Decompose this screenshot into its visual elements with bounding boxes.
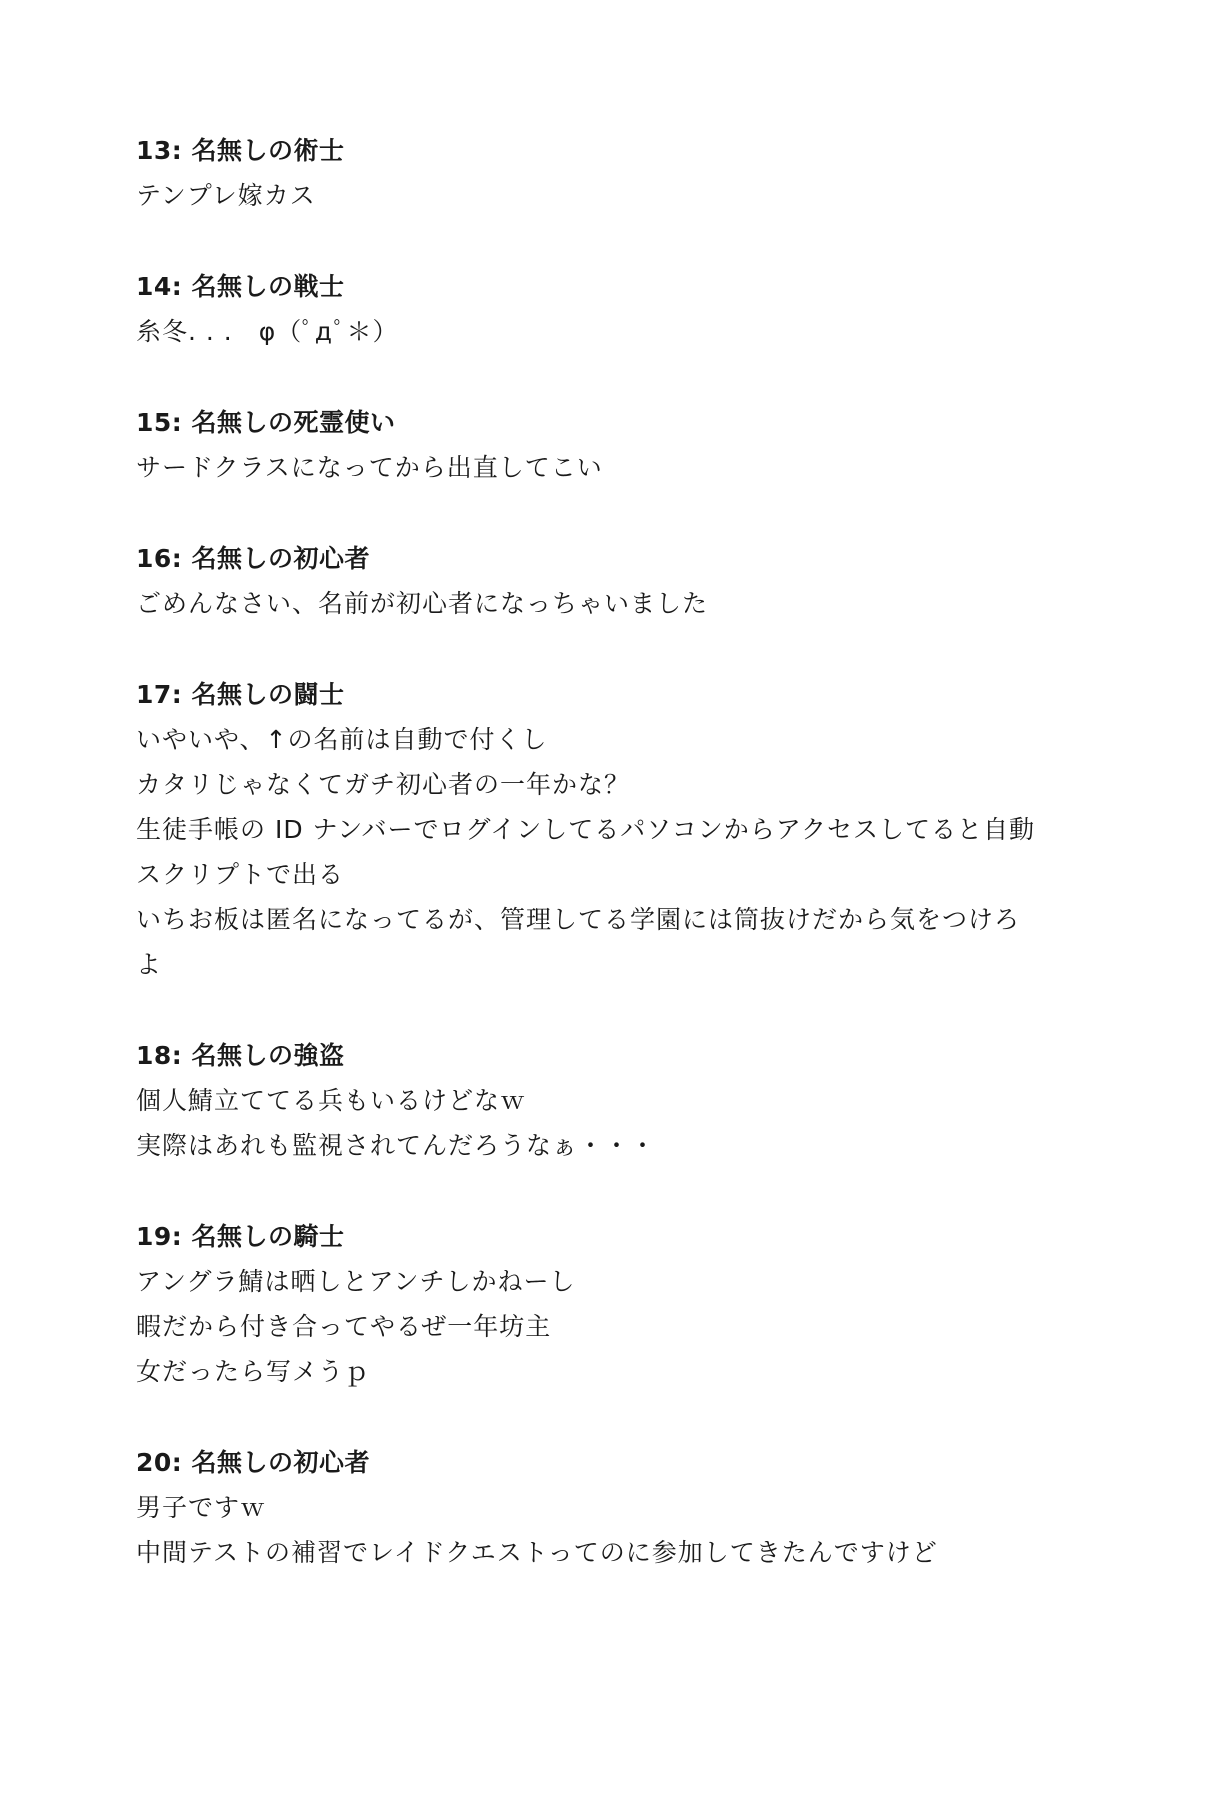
thread-page: [136, 128, 1096, 1621]
post-text-line: いやいや、↑の名前は自動で付くし: [136, 725, 548, 754]
post-text-line: 中間テストの補習でレイドクエストってのに参加してきたんですけど: [136, 1538, 938, 1567]
post-text-line: よ: [136, 950, 163, 979]
post-text-line: アングラ鯖は晒しとアンチしかねーし: [136, 1267, 576, 1296]
post-14: [136, 264, 1096, 354]
post-13: [136, 128, 1096, 218]
post-text-line: サードクラスになってから出直してこい: [136, 453, 603, 482]
post-19: [136, 1214, 1096, 1394]
post-text-line: 糸冬. . . φ（ﾟдﾟ＊）: [136, 317, 399, 346]
post-text-line: 実際はあれも監視されてんだろうなぁ・・・: [136, 1131, 657, 1160]
post-header: 15: 名無しの死霊使い: [136, 408, 396, 437]
post-17: [136, 672, 1096, 987]
post-text-line: テンプレ嫁カス: [136, 181, 316, 210]
post-header: 17: 名無しの闘士: [136, 680, 345, 709]
post-header: 14: 名無しの戦士: [136, 272, 345, 301]
post-header: 19: 名無しの騎士: [136, 1222, 345, 1251]
post-20: [136, 1440, 1096, 1575]
post-header: 16: 名無しの初心者: [136, 544, 370, 573]
post-text-line: 暇だから付き合ってやるぜ一年坊主: [136, 1312, 552, 1341]
post-text-line: いちお板は匿名になってるが、管理してる学園には筒抜けだから気をつけろ: [136, 905, 1021, 934]
post-text-line: ごめんなさい、名前が初心者になっちゃいました: [136, 589, 709, 618]
post-15: [136, 400, 1096, 490]
post-header: 18: 名無しの強盗: [136, 1041, 345, 1070]
post-header: 20: 名無しの初心者: [136, 1448, 370, 1477]
post-text-line: 男子ですｗ: [136, 1493, 267, 1522]
post-text-line: 生徒手帳の ID ナンバーでログインしてるパソコンからアクセスしてると自動: [136, 815, 1036, 844]
post-text-line: 女だったら写メうｐ: [136, 1357, 371, 1386]
post-text-line: 個人鯖立ててる兵もいるけどなｗ: [136, 1086, 527, 1115]
post-text-line: スクリプトで出る: [136, 860, 345, 889]
post-16: [136, 536, 1096, 626]
post-header: 13: 名無しの術士: [136, 136, 345, 165]
post-text-line: カタリじゃなくてガチ初心者の一年かな？: [136, 770, 631, 799]
post-18: [136, 1033, 1096, 1168]
